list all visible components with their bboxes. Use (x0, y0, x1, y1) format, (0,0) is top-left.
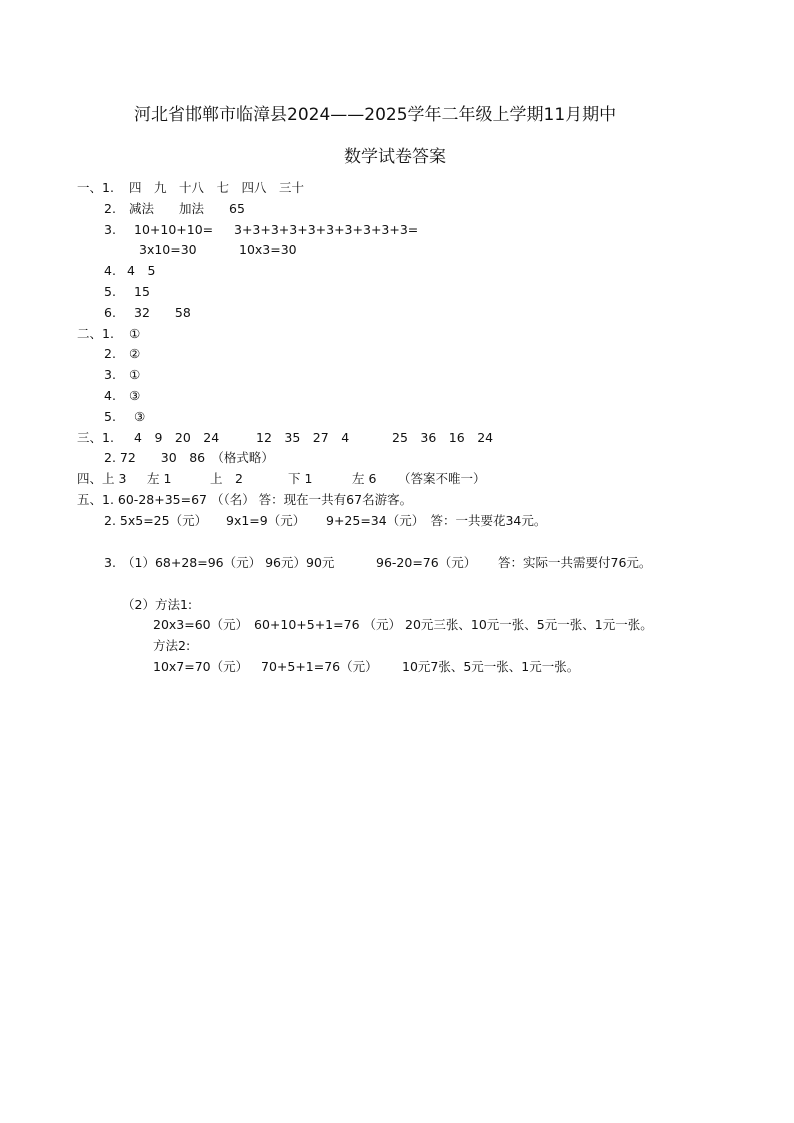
s1-q4-number: 4. (104, 263, 116, 278)
s2-n2: 2. (104, 346, 116, 361)
s3-label: 三、1. (77, 430, 114, 445)
doc-title-line2: 数学试卷答案 (344, 147, 446, 167)
s2-a2: ② (129, 346, 141, 361)
s1-q3-d: 10x3=30 (239, 242, 297, 257)
s2-n4: 4. (104, 388, 116, 403)
s5-part2-m2-a: 10x7=70（元） (153, 659, 249, 674)
s3-group3: 25 36 16 24 (392, 430, 494, 445)
s1-q4-answer: 4 5 (127, 263, 156, 278)
s5-q3-b: 96-20=76（元） (376, 555, 477, 570)
s1-q1-answer: 四 九 十八 七 四八 三十 (129, 180, 305, 195)
s4-label: 四、上 3 (77, 471, 127, 486)
s1-q3-b: 3+3+3+3+3+3+3+3+3+3= (234, 222, 419, 237)
s5-q3-c: 答：实际一共需要付76元。 (498, 555, 652, 570)
s1-q5-answer: 15 (134, 284, 150, 299)
s4-part3: 下 1 (288, 471, 313, 486)
s5-part2-label: （2）方法1: (122, 597, 193, 612)
s1-q6-number: 6. (104, 305, 116, 320)
s1-q3-c: 3x10=30 (139, 242, 197, 257)
s2-label: 二、1. (77, 326, 114, 341)
s2-a4: ③ (129, 388, 141, 403)
s4-part1: 左 1 (147, 471, 172, 486)
s4-part2: 上 2 (210, 471, 243, 486)
s1-label: 一、1. (77, 180, 114, 195)
s5-line2-b: 9x1=9（元） (226, 513, 306, 528)
s3-group2: 12 35 27 4 (256, 430, 350, 445)
s2-a3: ① (129, 367, 141, 382)
s5-part2-m1-a: 20x3=60（元） (153, 617, 249, 632)
s2-a5: ③ (134, 409, 146, 424)
s5-part2-m2-label: 方法2: (153, 638, 191, 653)
s4-part5: （答案不唯一） (398, 471, 486, 486)
s5-line1: 五、1. 60-28+35=67 （（名） 答：现在一共有67名游客。 (77, 492, 413, 507)
s2-a1: ① (129, 326, 141, 341)
s5-line2-c: 9+25=34（元） 答：一共要花34元。 (326, 513, 547, 528)
s1-q3-a: 10+10+10= (134, 222, 214, 237)
s4-part4: 左 6 (352, 471, 377, 486)
s3-group1: 4 9 20 24 (134, 430, 220, 445)
s3-line2: 2. 72 30 86 （格式略） (104, 450, 274, 465)
s5-q3-number: 3. (104, 555, 116, 570)
s1-q2-number: 2. (104, 201, 116, 216)
s2-n5: 5. (104, 409, 116, 424)
s5-q3-a: （1）68+28=96（元） 96元）90元 (122, 555, 335, 570)
s5-part2-m1-b: 60+10+5+1=76 （元） (254, 617, 401, 632)
s5-part2-m2-c: 10元7张、5元一张、1元一张。 (402, 659, 580, 674)
s5-part2-m1-c: 20元三张、10元一张、5元一张、1元一张。 (405, 617, 653, 632)
s5-line2-a: 2. 5x5=25（元） (104, 513, 208, 528)
s2-n3: 3. (104, 367, 116, 382)
s1-q2-answer: 减法 加法 65 (129, 201, 245, 216)
s1-q6-answer: 32 58 (134, 305, 191, 320)
s1-q3-number: 3. (104, 222, 116, 237)
s5-part2-m2-b: 70+5+1=76（元） (261, 659, 378, 674)
doc-title-line1: 河北省邯郸市临漳县2024——2025学年二年级上学期11月期中 (134, 105, 617, 125)
s1-q5-number: 5. (104, 284, 116, 299)
